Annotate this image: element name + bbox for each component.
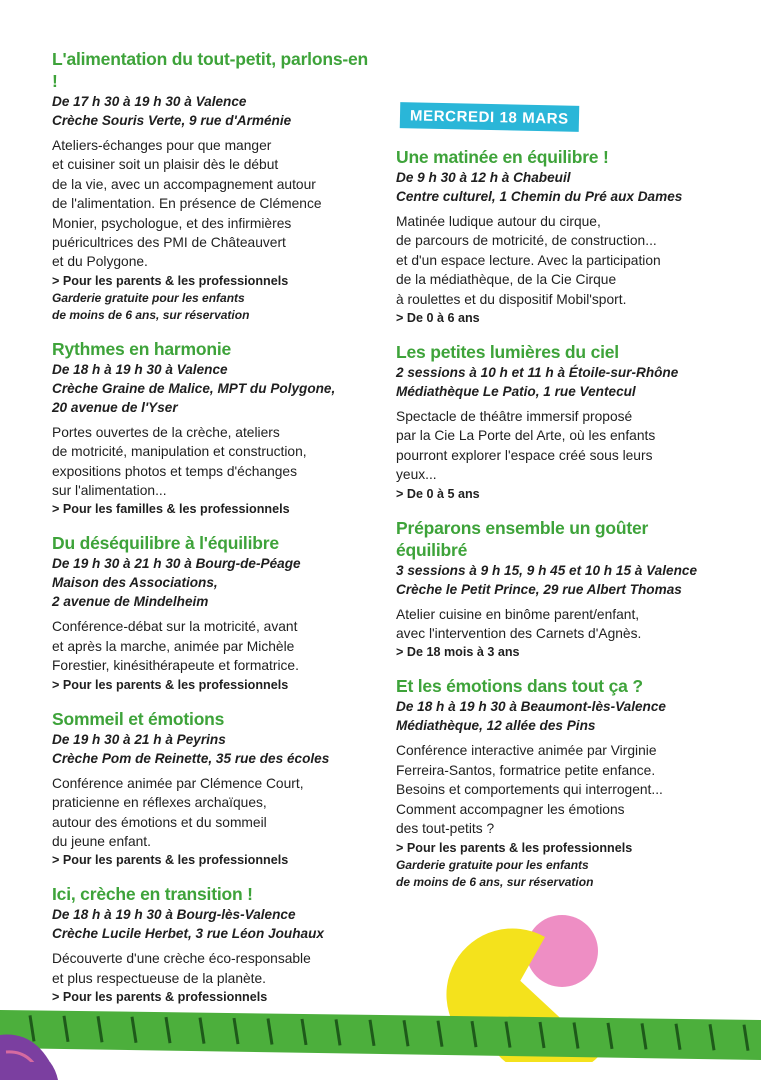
event-location: Médiathèque Le Patio, 1 rue Ventecul bbox=[396, 384, 636, 400]
right-column bbox=[396, 104, 714, 905]
description-line: avec l'intervention des Carnets d'Agnès. bbox=[396, 626, 642, 642]
event-time: De 9 h 30 à 12 h à Chabeuil bbox=[396, 170, 571, 185]
event-note: Garderie gratuite pour les enfants bbox=[52, 290, 245, 305]
event-location: Crèche Graine de Malice, MPT du Polygone, bbox=[52, 380, 336, 396]
white-bottom-band bbox=[0, 1062, 761, 1080]
event-time: 3 sessions à 9 h 15, 9 h 45 et 10 h 15 à Valence bbox=[396, 562, 698, 578]
description-line: par la Cie La Porte del Arte, où les enfants bbox=[396, 428, 656, 444]
event-description bbox=[396, 741, 714, 838]
event-description bbox=[52, 136, 368, 272]
event-note: de moins de 6 ans, sur réservation bbox=[52, 307, 250, 322]
event-block bbox=[52, 532, 368, 693]
description-line: et du Polygone. bbox=[52, 254, 148, 270]
event-block bbox=[52, 338, 368, 519]
event-location: Crèche le Petit Prince, 29 rue Albert Thomas bbox=[396, 581, 682, 597]
event-title: Préparons ensemble un goûter équilibré bbox=[396, 517, 649, 560]
event-block bbox=[52, 708, 368, 870]
description-line: Découverte d'une crèche éco-responsable bbox=[52, 951, 311, 967]
right-events-list bbox=[396, 146, 714, 891]
event-title: Ici, crèche en transition ! bbox=[52, 884, 253, 905]
event-audience: > De 0 à 5 ans bbox=[396, 486, 480, 501]
description-line: Ateliers-échanges pour que manger bbox=[52, 138, 272, 153]
purple-corner-bottom bbox=[0, 1062, 58, 1080]
event-title: Les petites lumières du ciel bbox=[396, 342, 619, 363]
event-location: Crèche Pom de Reinette, 35 rue des écoles bbox=[52, 750, 330, 766]
event-location: Centre culturel, 1 Chemin du Pré aux Dames bbox=[396, 189, 683, 204]
event-title: L'alimentation du tout-petit, parlons-en ! bbox=[52, 49, 369, 91]
event-title: Et les émotions dans tout ça ? bbox=[396, 676, 643, 697]
event-description bbox=[396, 212, 714, 309]
event-time: De 19 h 30 à 21 h 30 à Bourg-de-Péage bbox=[52, 556, 301, 572]
description-line: Conférence-débat sur la motricité, avant bbox=[52, 619, 298, 635]
description-line: de la vie, avec un accompagnement autour bbox=[52, 176, 316, 192]
day-badge: MERCREDI 18 MARS bbox=[400, 102, 579, 132]
description-line: de motricité, manipulation et construction, bbox=[52, 444, 307, 460]
description-line: à roulettes et du dispositif Mobil'sport. bbox=[396, 291, 627, 307]
event-audience: > Pour les parents & les professionnels bbox=[52, 273, 289, 288]
description-line: yeux... bbox=[396, 467, 437, 483]
event-audience: > Pour les parents & les professionnels bbox=[52, 853, 289, 868]
event-location: Crèche Souris Verte, 9 rue d'Arménie bbox=[52, 113, 292, 128]
description-line: sur l'alimentation... bbox=[52, 483, 167, 499]
description-line: Atelier cuisine en binôme parent/enfant, bbox=[396, 606, 640, 622]
event-location: 2 avenue de Mindelheim bbox=[52, 594, 209, 610]
event-time: De 18 h à 19 h 30 à Valence bbox=[52, 361, 228, 377]
description-line: Conférence interactive animée par Virginie bbox=[396, 743, 657, 759]
event-title: Du déséquilibre à l'équilibre bbox=[52, 533, 279, 554]
event-location: Médiathèque, 12 allée des Pins bbox=[396, 718, 596, 734]
description-line: Spectacle de théâtre immersif proposé bbox=[396, 409, 633, 425]
description-line: Monier, psychologue, et des infirmières bbox=[52, 215, 292, 231]
description-line: de l'alimentation. En présence de Clémence bbox=[52, 196, 322, 212]
event-block bbox=[52, 48, 368, 324]
event-note: Garderie gratuite pour les enfants bbox=[396, 857, 589, 872]
event-description bbox=[396, 407, 714, 485]
description-line: Forestier, kinésithérapeute et formatrice. bbox=[52, 658, 299, 674]
description-line: Ferreira-Santos, formatrice petite enfance. bbox=[396, 762, 656, 778]
event-audience: > De 0 à 6 ans bbox=[396, 311, 480, 326]
event-audience: > Pour les parents & professionnels bbox=[52, 990, 268, 1005]
event-description bbox=[52, 423, 368, 501]
description-line: de la médiathèque, de la Cie Cirque bbox=[396, 272, 617, 288]
event-block bbox=[52, 883, 368, 1006]
event-block bbox=[396, 146, 714, 327]
event-block bbox=[396, 341, 714, 503]
event-time: De 17 h 30 à 19 h 30 à Valence bbox=[52, 94, 247, 109]
event-location: Crèche Lucile Herbet, 3 rue Léon Jouhaux bbox=[52, 926, 324, 942]
description-line: et cuisiner soit un plaisir dès le début bbox=[52, 157, 279, 173]
event-time: 2 sessions à 10 h et 11 h à Étoile-sur-Rhône bbox=[396, 365, 679, 381]
description-line: et plus respectueuse de la planète. bbox=[52, 970, 266, 986]
event-description bbox=[52, 617, 368, 675]
description-line: autour des émotions et du sommeil bbox=[52, 814, 267, 830]
event-audience: > De 18 mois à 3 ans bbox=[396, 645, 520, 660]
description-line: de parcours de motricité, de construction... bbox=[396, 233, 657, 249]
event-time: De 18 h à 19 h 30 à Bourg-lès-Valence bbox=[52, 907, 296, 923]
event-audience: > Pour les parents & les professionnels bbox=[52, 677, 289, 692]
event-description bbox=[396, 605, 714, 644]
description-line: Matinée ludique autour du cirque, bbox=[396, 214, 601, 229]
description-line: Besoins et comportements qui interrogent... bbox=[396, 782, 663, 798]
left-column bbox=[52, 48, 368, 1020]
event-audience: > Pour les parents & les professionnels bbox=[396, 840, 633, 855]
event-title: Sommeil et émotions bbox=[52, 708, 225, 729]
event-description bbox=[52, 774, 368, 852]
description-line: Comment accompagner les émotions bbox=[396, 801, 625, 817]
event-time: De 19 h 30 à 21 h à Peyrins bbox=[52, 731, 226, 747]
event-audience: > Pour les familles & les professionnels bbox=[52, 502, 290, 517]
description-line: expositions photos et temps d'échanges bbox=[52, 463, 298, 479]
description-line: puéricultrices des PMI de Châteauvert bbox=[52, 235, 286, 251]
event-description bbox=[52, 949, 368, 988]
description-line: et d'un espace lecture. Avec la participation bbox=[396, 252, 661, 268]
event-time: De 18 h à 19 h 30 à Beaumont-lès-Valence bbox=[396, 699, 666, 715]
description-line: Conférence animée par Clémence Court, bbox=[52, 775, 304, 791]
description-line: et après la marche, animée par Michèle bbox=[52, 638, 295, 654]
event-block bbox=[396, 675, 714, 890]
description-line: des tout-petits ? bbox=[396, 821, 495, 837]
event-block bbox=[396, 517, 714, 662]
description-line: Portes ouvertes de la crèche, ateliers bbox=[52, 424, 280, 440]
description-line: pourront explorer l'espace créé sous leurs bbox=[396, 447, 653, 463]
description-line: du jeune enfant. bbox=[52, 833, 151, 849]
event-note: de moins de 6 ans, sur réservation bbox=[396, 874, 594, 889]
event-title: Une matinée en équilibre ! bbox=[396, 147, 609, 167]
description-line: praticienne en réflexes archaïques, bbox=[52, 795, 267, 811]
event-location: Maison des Associations, bbox=[52, 575, 218, 591]
event-location: 20 avenue de l'Yser bbox=[52, 399, 178, 415]
event-title: Rythmes en harmonie bbox=[52, 338, 232, 359]
